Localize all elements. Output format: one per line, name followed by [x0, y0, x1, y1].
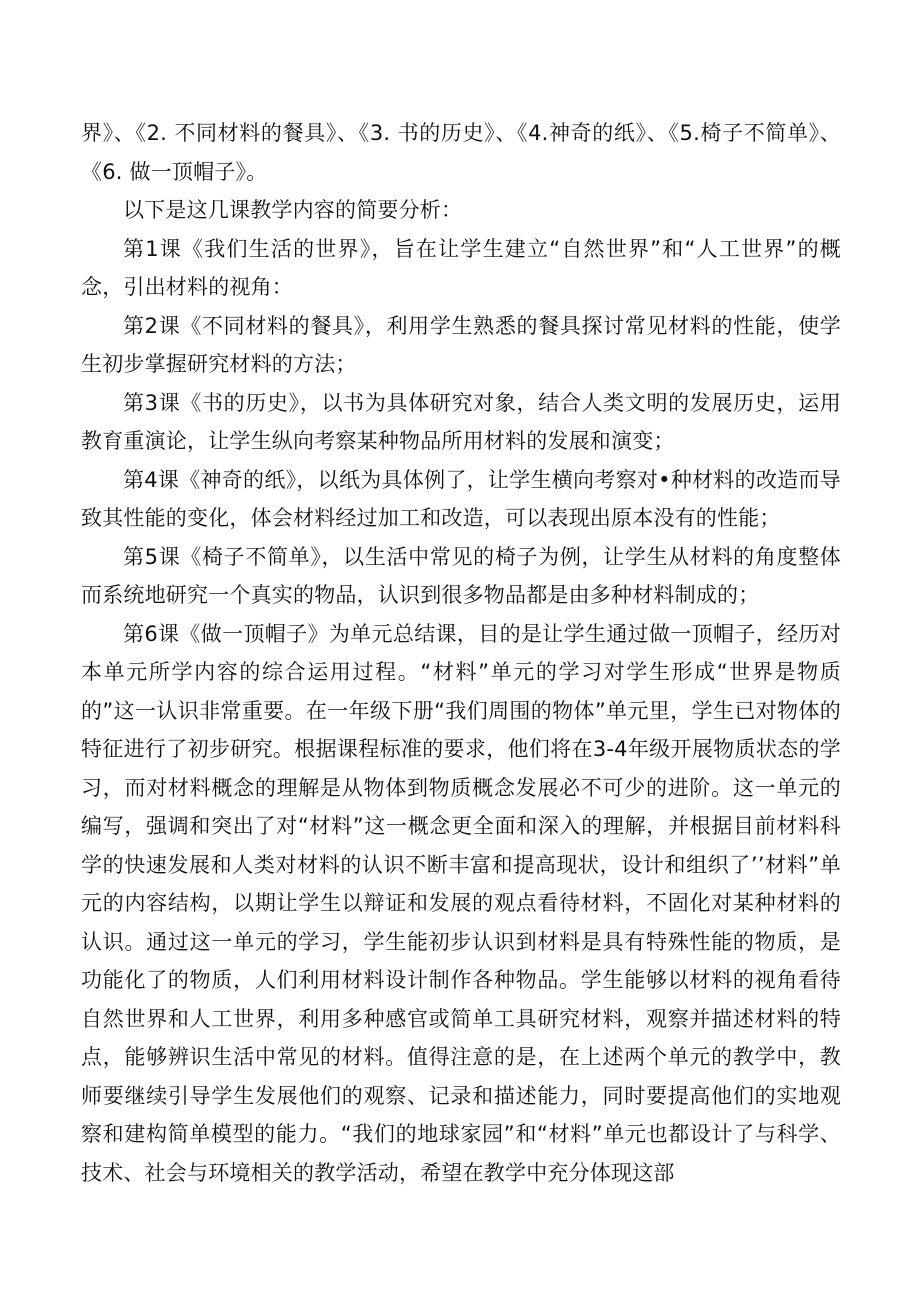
- paragraph-lesson-3: 第3课《书的历史》，以书为具体研究对象，结合人类文明的发展历史，运用教育重演论，让学生纵向考察某种物品所用材料的发展和演变；: [81, 390, 841, 453]
- paragraph-lesson-1: 第1课《我们生活的世界》，旨在让学生建立“自然世界”和“人工世界”的概念，引出材料的视角：: [81, 236, 841, 299]
- paragraph-continuation: 界》、《2. 不同材料的餐具》、《3. 书的历史》、《4.神奇的纸》、《5.椅子不简单》、《6. 做一顶帽子》。: [81, 121, 841, 184]
- body-text: [81, 114, 841, 1192]
- paragraph-lesson-4: 第4课《神奇的纸》，以纸为具体例了，让学生横向考察对•种材料的改造而导致其性能的变化，体会材料经过加工和改造，可以表现出原本没有的性能；: [81, 467, 841, 530]
- paragraph-lesson-5: 第5课《椅子不简单》，以生活中常见的椅子为例，让学生从材料的角度整体而系统地研究一个真实的物品，认识到很多物品都是由多种材料制成的；: [81, 544, 841, 607]
- paragraph-lesson-2: 第2课《不同材料的餐具》，利用学生熟悉的餐具探讨常见材料的性能，使学生初步掌握研究材料的方法；: [81, 313, 841, 376]
- paragraph-intro: 以下是这几课教学内容的简要分析：: [123, 198, 463, 222]
- paragraph-lesson-6: 第6课《做一顶帽子》为单元总结课，目的是让学生通过做一顶帽子，经历对本单元所学内容的综合运用过程。“材料”单元的学习对学生形成“世界是物质的”这一认识非常重要。在一年级下册“我们周围的物体”单元里，学生已对物体的特征进行了初步研究。根据课程标准的要求，他们将在3-4年级开展物质状态的学习，而对材料概念的理解是从物体到物质概念发展必不可少的进阶。这一单元的编写，强调和突出了对“材料”这一概念更全面和深入的理解，并根据目前材料科学的快速发展和人类对材料的认识不断丰富和提高现状，设计和组织了’’材料”单元的内容结构，以期让学生以辩证和发展的观点看待材料，不固化对某种材料的认识。通过这一单元的学习，学生能初步认识到材料是具有特殊性能的物质，是功能化了的物质，人们利用材料设计制作各种物品。学生能够以材料的视角看待自然世界和人工世界，利用多种感官或简单工具研究材料，观察并描述材料的特点，能够辨识生活中常见的材料。值得注意的是，在上述两个单元的教学中，教师要继续引导学生发展他们的观察、记录和描述能力，同时要提高他们的实地观察和建构简单模型的能力。“我们的地球家园”和“材料”单元也都设计了与科学、技术、社会与环境相关的教学活动，希望在教学中充分体现这部: [81, 621, 841, 1185]
